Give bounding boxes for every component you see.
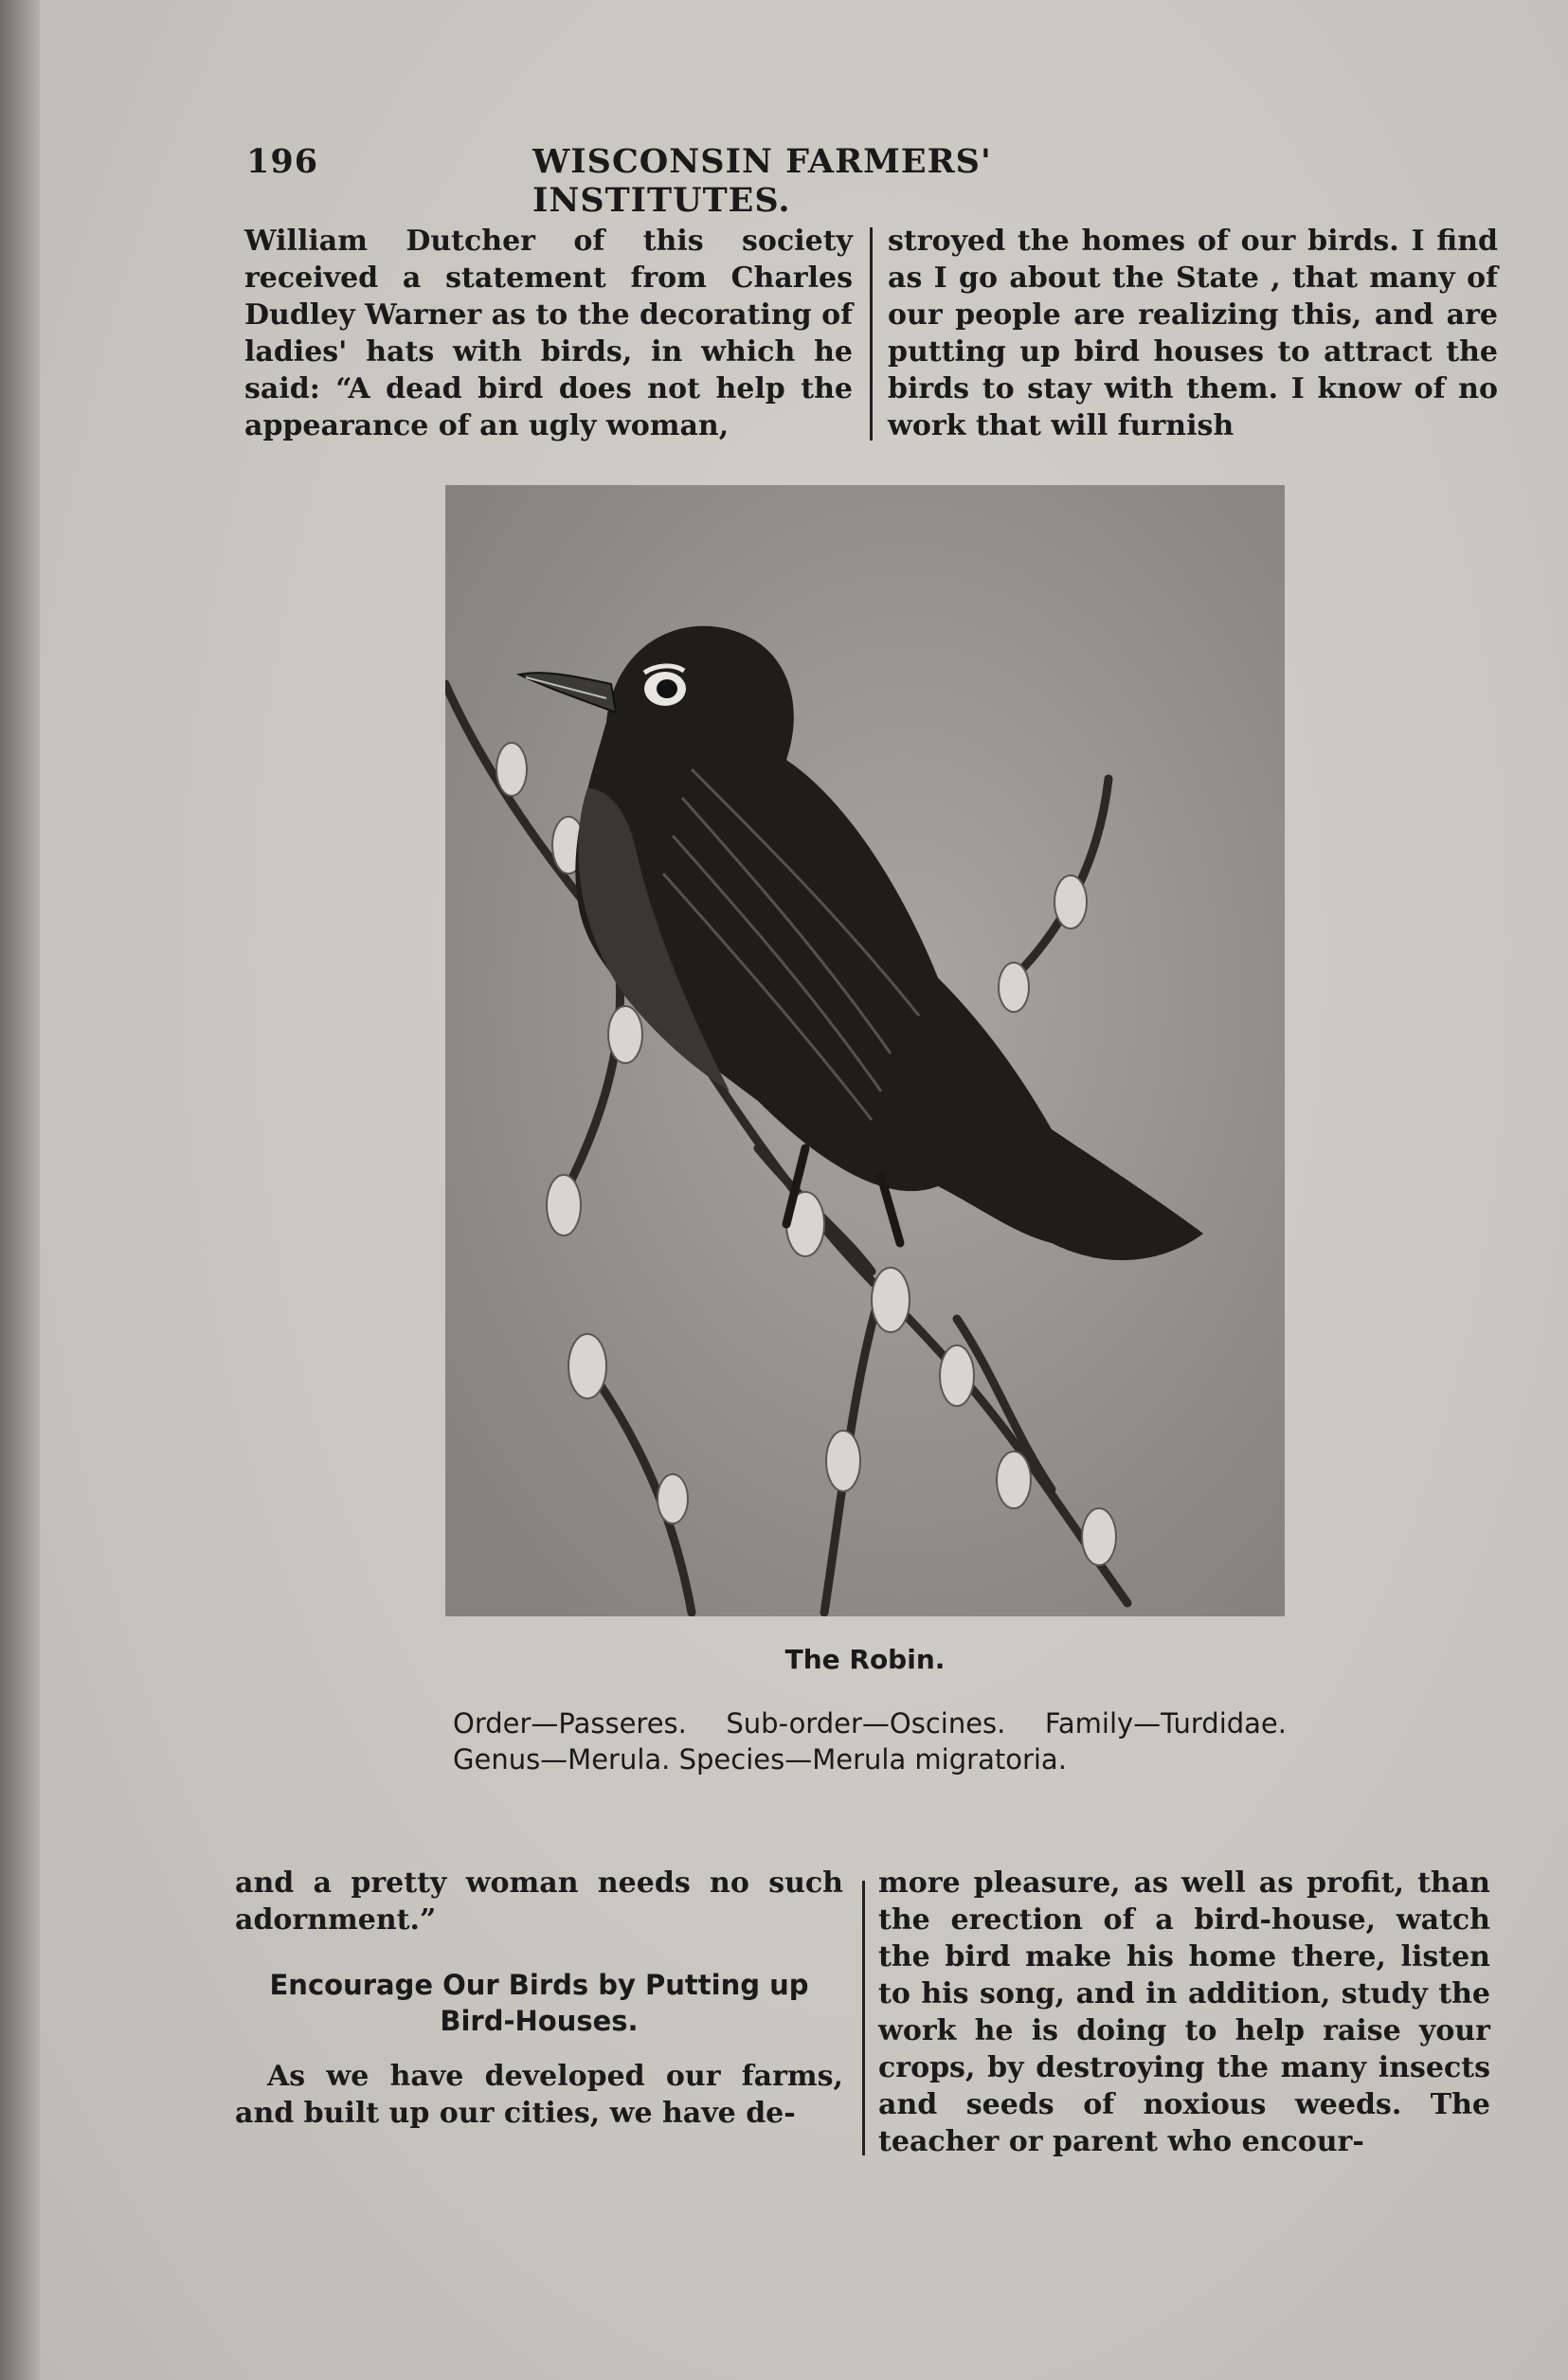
column-top-left <box>244 223 853 444</box>
column-top-right <box>888 223 1498 444</box>
column-bottom-right <box>878 1865 1490 2160</box>
figure-caption-text: Order—Passeres. Sub-order—Oscines. Family—Turdidae. Genus—Merula. Species—Merula migratoria. <box>453 1707 1287 1776</box>
column-bottom-left <box>235 1865 843 2132</box>
running-title: WISCONSIN FARMERS' INSTITUTES. <box>532 142 992 220</box>
column-divider <box>862 1881 865 2155</box>
page-header <box>246 142 1213 220</box>
robin-drawing <box>445 485 1285 1616</box>
paragraph: William Dutcher of this society received a statement from Charles Dudley Warner as to the decorating of ladies' hats with birds, in which he said: “A dead bird does not help the appearance of an ugly woman, <box>244 225 853 442</box>
paragraph: more pleasure, as well as profit, than the erection of a bird-house, watch the bird make his home there, listen to his song, and in addition, study the work he is doing to help raise your crops, by destroying the many insects and seeds of noxious weeds. The teacher or parent who encour- <box>878 1866 1490 2158</box>
paragraph: stroyed the homes of our birds. I find as I go about the State , that many of our people are realizing this, and are putting up bird houses to attract the birds to stay with them. I know of no work that will furnish <box>888 225 1498 442</box>
page-number: 196 <box>246 142 319 181</box>
column-divider <box>870 227 873 441</box>
paragraph: As we have developed our farms, and built up our cities, we have de- <box>235 2060 843 2130</box>
section-heading: Encourage Our Birds by Putting up Bird-Houses. <box>269 1969 809 2037</box>
figure-caption-title: The Robin. <box>784 1644 946 1675</box>
robin-illustration <box>445 485 1285 1616</box>
paragraph: and a pretty woman needs no such adornment.” <box>235 1866 843 1937</box>
book-binding-edge <box>0 0 40 2380</box>
